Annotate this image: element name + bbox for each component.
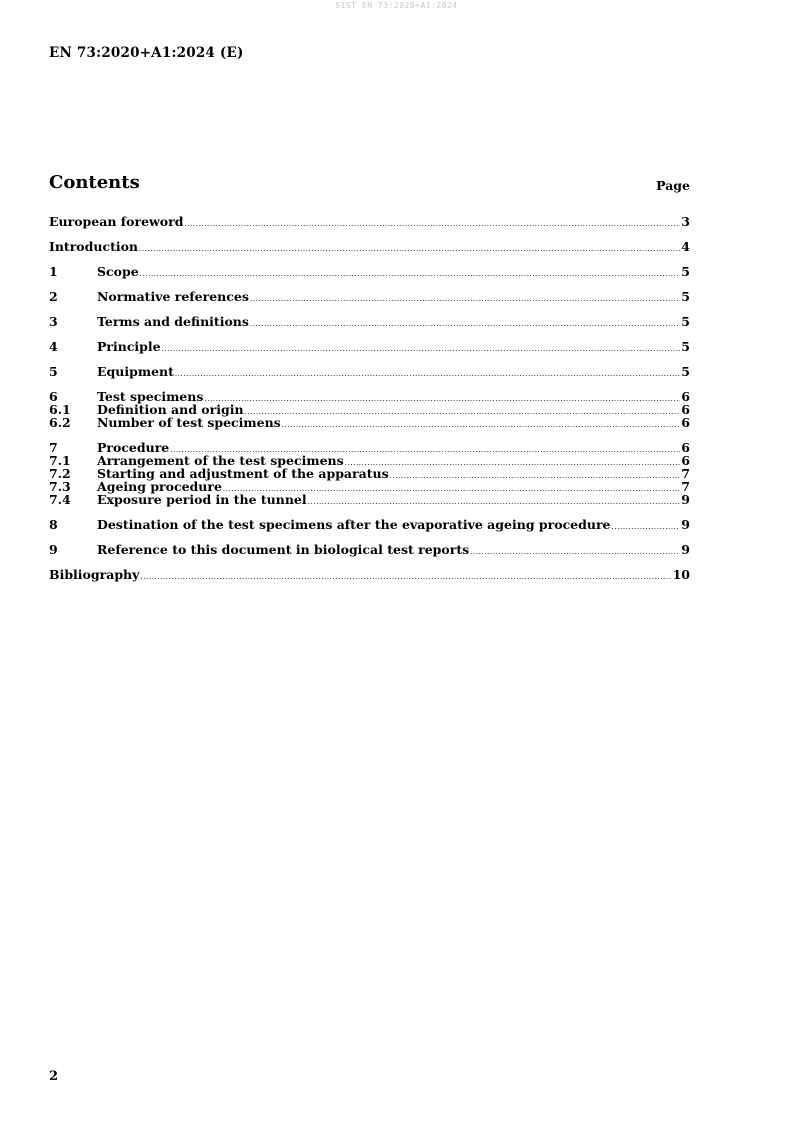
toc-entry-page: 4 xyxy=(681,239,690,254)
toc-entry-title: Procedure xyxy=(97,440,170,455)
toc-entry-page: 9 xyxy=(681,517,690,532)
toc-entry-title: Arrangement of the test specimens xyxy=(97,453,344,468)
toc-entry-page: 5 xyxy=(681,314,690,329)
toc-entry-number: 7.2 xyxy=(49,466,71,481)
contents-heading: Contents xyxy=(49,172,140,193)
toc-entry-title: Destination of the test specimens after the evaporative ageing procedure xyxy=(97,517,611,532)
toc-entry-bibliography[interactable] xyxy=(49,568,690,581)
toc-entry-number: 8 xyxy=(49,517,58,532)
toc-dot-leader xyxy=(390,470,681,483)
toc-entry-page: 7 xyxy=(681,466,690,481)
toc-entry-title: Exposure period in the tunnel xyxy=(97,492,307,507)
toc-entry-page: 10 xyxy=(672,567,690,582)
toc-dot-leader xyxy=(139,243,680,256)
toc-entry-destination-of-test-specimens[interactable] xyxy=(49,518,690,531)
toc-entry-terms-and-definitions[interactable] xyxy=(49,315,690,328)
toc-entry-title: Normative references xyxy=(97,289,249,304)
toc-entry-number: 6 xyxy=(49,389,58,404)
toc-dot-leader xyxy=(204,393,680,406)
toc-dot-leader xyxy=(250,293,680,306)
toc-entry-number: 5 xyxy=(49,364,58,379)
toc-entry-title: Terms and definitions xyxy=(97,314,249,329)
toc-entry-page: 5 xyxy=(681,264,690,279)
toc-entry-title: Ageing procedure xyxy=(97,479,222,494)
toc-entry-number: 9 xyxy=(49,542,58,557)
document-identifier: EN 73:2020+A1:2024 (E) xyxy=(49,45,244,61)
watermark: SIST EN 73:2020+A1:2024 xyxy=(335,1,458,10)
toc-entry-european-foreword[interactable] xyxy=(49,215,690,228)
toc-dot-leader xyxy=(184,218,680,231)
toc-entry-equipment[interactable] xyxy=(49,365,690,378)
toc-entry-page: 6 xyxy=(681,389,690,404)
toc-entry-number: 7.1 xyxy=(49,453,71,468)
toc-entry-page: 6 xyxy=(681,415,690,430)
toc-entry-page: 9 xyxy=(681,492,690,507)
toc-dot-leader xyxy=(175,368,680,381)
toc-entry-title: Definition and origin xyxy=(97,402,244,417)
toc-entry-introduction[interactable] xyxy=(49,240,690,253)
toc-entry-number: 7.4 xyxy=(49,492,71,507)
toc-entry-title: Introduction xyxy=(49,239,139,254)
toc-dot-leader xyxy=(345,457,681,470)
toc-entry-number: 6.2 xyxy=(49,415,71,430)
toc-entry-page: 6 xyxy=(681,440,690,455)
toc-entry-page: 5 xyxy=(681,289,690,304)
toc-dot-leader xyxy=(162,343,681,356)
toc-entry-page: 5 xyxy=(681,339,690,354)
toc-entry-title: European foreword xyxy=(49,214,184,229)
toc-entry-page: 7 xyxy=(681,479,690,494)
toc-entry-number: 6.1 xyxy=(49,402,71,417)
toc-dot-leader xyxy=(140,571,671,584)
toc-entry-page: 5 xyxy=(681,364,690,379)
toc-entry-scope[interactable] xyxy=(49,265,690,278)
toc-dot-leader xyxy=(282,419,681,432)
toc-entry-normative-references[interactable] xyxy=(49,290,690,303)
toc-entry-title: Bibliography xyxy=(49,567,140,582)
toc-entry-page: 6 xyxy=(681,402,690,417)
toc-entry-title: Equipment xyxy=(97,364,174,379)
toc-entry-title: Reference to this document in biological test reports xyxy=(97,542,470,557)
toc-entry-page: 3 xyxy=(681,214,690,229)
toc-entry-number: 3 xyxy=(49,314,58,329)
toc-entry-number: 1 xyxy=(49,264,58,279)
toc-entry-reference-in-test-reports[interactable] xyxy=(49,543,690,556)
toc-dot-leader xyxy=(245,406,681,419)
toc-entry-page: 6 xyxy=(681,453,690,468)
toc-entry-principle[interactable] xyxy=(49,340,690,353)
toc-dot-leader xyxy=(470,546,680,559)
toc-dot-leader xyxy=(612,521,681,534)
page-number: 2 xyxy=(49,1069,59,1084)
toc-entry-title: Scope xyxy=(97,264,139,279)
toc-entry-page: 9 xyxy=(681,542,690,557)
toc-dot-leader xyxy=(250,318,680,331)
toc-entry-number: 2 xyxy=(49,289,58,304)
toc-entry-title: Number of test specimens xyxy=(97,415,281,430)
toc-dot-leader xyxy=(140,268,681,281)
table-of-contents xyxy=(49,215,690,581)
toc-entry-title: Test specimens xyxy=(97,389,204,404)
toc-entry-number: 7 xyxy=(49,440,58,455)
toc-entry-title: Principle xyxy=(97,339,161,354)
toc-entry-title: Starting and adjustment of the apparatus xyxy=(97,466,389,481)
toc-entry-number: 4 xyxy=(49,339,58,354)
page-column-label: Page xyxy=(656,178,690,193)
toc-entry-number: 7.3 xyxy=(49,479,71,494)
toc-dot-leader xyxy=(308,496,681,509)
